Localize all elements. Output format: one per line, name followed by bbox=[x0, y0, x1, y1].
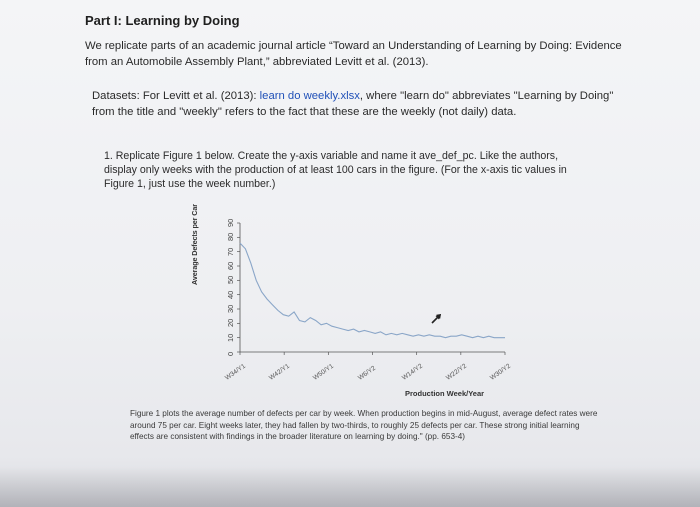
y-tick-label: 60 bbox=[226, 261, 235, 270]
mouse-pointer-icon bbox=[431, 314, 441, 324]
x-tick-label: W30/Y2 bbox=[489, 362, 512, 382]
y-tick-label: 10 bbox=[226, 333, 235, 342]
x-tick-label: W6/Y2 bbox=[356, 364, 377, 382]
y-tick-label: 20 bbox=[226, 318, 235, 328]
x-axis-label: Production Week/Year bbox=[405, 389, 485, 398]
figure-1-chart bbox=[190, 204, 520, 410]
datasets-prefix: Datasets: For Levitt et al. (2013): bbox=[92, 90, 260, 102]
figure-caption: Figure 1 plots the average number of defects per car by week. When production begins in mid-August, average defect rates were around 75 per car. Eight weeks later, they had fallen by two-thirds, to roughly 25 defects per car. These strong initial learning effects are consistent with findings in the broader literature on learning by doing." (pp. 653-4) bbox=[130, 409, 598, 441]
y-tick-label: 80 bbox=[226, 232, 235, 242]
page-heading: Part I: Learning by Doing bbox=[85, 13, 240, 28]
y-tick-label: 40 bbox=[226, 290, 235, 299]
datasets-paragraph bbox=[92, 88, 632, 120]
y-tick-label: 90 bbox=[226, 218, 235, 227]
x-tick-label: W14/Y2 bbox=[400, 362, 424, 382]
y-tick-label: 70 bbox=[226, 247, 235, 256]
dataset-link[interactable]: learn do weekly.xlsx bbox=[259, 90, 360, 102]
y-tick-label: 0 bbox=[226, 351, 235, 356]
question-1: 1. Replicate Figure 1 below. Create the y-axis variable and name it ave_def_pc. Like the authors, display only weeks with the production of at least 100 cars in the figure. (For the x-axis tic values in Figure 1, just use the week number.) bbox=[104, 150, 567, 190]
y-axis-label: Average Defects per Car bbox=[190, 204, 199, 285]
series-line bbox=[240, 243, 505, 338]
datasets-suffix: , where "learn do" abbreviates "Learning by Doing" from the title and "weekly" refers to the fact that these are the weekly (not daily) data. bbox=[92, 90, 614, 118]
x-tick-label: W50/Y1 bbox=[312, 362, 336, 382]
intro-paragraph: We replicate parts of an academic journal article “Toward an Understanding of Learning by Doing: Evidence from an Automobile Assembly Plant,” abbreviated Levitt et al. (2013). bbox=[85, 40, 622, 68]
y-tick-label: 30 bbox=[226, 304, 235, 313]
x-tick-label: W34/Y1 bbox=[224, 362, 247, 382]
y-tick-label: 50 bbox=[226, 275, 235, 285]
x-tick-label: W22/Y2 bbox=[444, 362, 468, 382]
x-tick-label: W42/Y1 bbox=[268, 362, 292, 382]
